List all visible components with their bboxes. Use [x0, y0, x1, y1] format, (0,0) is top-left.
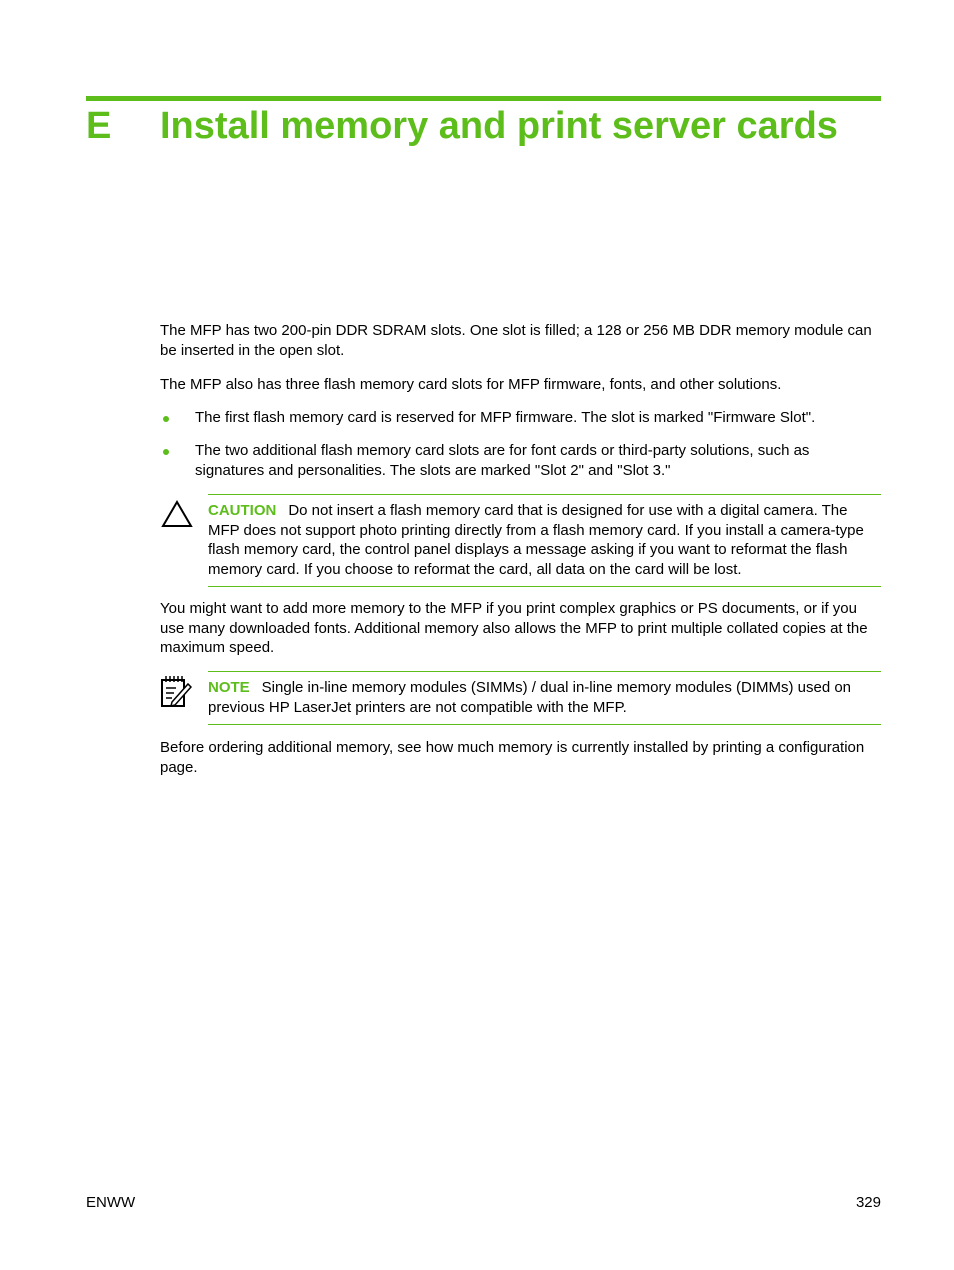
bullet-dot-icon: [163, 449, 169, 455]
footer-label: ENWW: [86, 1194, 136, 1211]
note-pad-icon: [160, 674, 192, 708]
caution-triangle-icon: [161, 500, 193, 528]
paragraph-flash-slots: The MFP also has three flash memory card slots for MFP firmware, fonts, and other solutions.: [160, 376, 782, 393]
page-number: 329: [855, 1194, 881, 1211]
note-text: Single in-line memory modules (SIMMs) / dual in-line memory modules (DIMMs) used on previous HP LaserJet printers are not compatible with the MFP.: [208, 679, 852, 716]
chapter-title: Install memory and print server cards: [160, 105, 838, 147]
paragraph-before-ordering: Before ordering additional memory, see how much memory is currently installed by printing a configuration page.: [160, 739, 865, 776]
list-item-text: The two additional flash memory card slots are for font cards or third-party solutions, such as signatures and personalities. The slots are marked "Slot 2" and "Slot 3.": [195, 442, 810, 479]
caution-box: [208, 494, 881, 587]
note-label: NOTE: [208, 679, 250, 696]
chapter-rule: [86, 96, 881, 101]
caution-label: CAUTION: [208, 502, 277, 519]
bullet-dot-icon: [163, 416, 169, 422]
list-item-text: The first flash memory card is reserved for MFP firmware. The slot is marked "Firmware Slot".: [195, 409, 816, 426]
paragraph-add-memory: You might want to add more memory to the MFP if you print complex graphics or PS documents, or if you use many downloaded fonts. Additional memory also allows the MFP to print multiple collated copies at the maximum speed.: [160, 600, 868, 656]
paragraph-ddr-slots: The MFP has two 200-pin DDR SDRAM slots. One slot is filled; a 128 or 256 MB DDR memory module can be inserted in the open slot.: [160, 322, 872, 359]
chapter-letter: E: [86, 105, 112, 147]
caution-text: Do not insert a flash memory card that is designed for use with a digital camera. The MFP does not support photo printing directly from a flash memory card. If you install a camera-type flash memory card, the control panel displays a message asking if you want to reformat the flash memory card. If you choose to reformat the card, all data on the card will be lost.: [208, 502, 864, 578]
note-box: [208, 671, 881, 725]
